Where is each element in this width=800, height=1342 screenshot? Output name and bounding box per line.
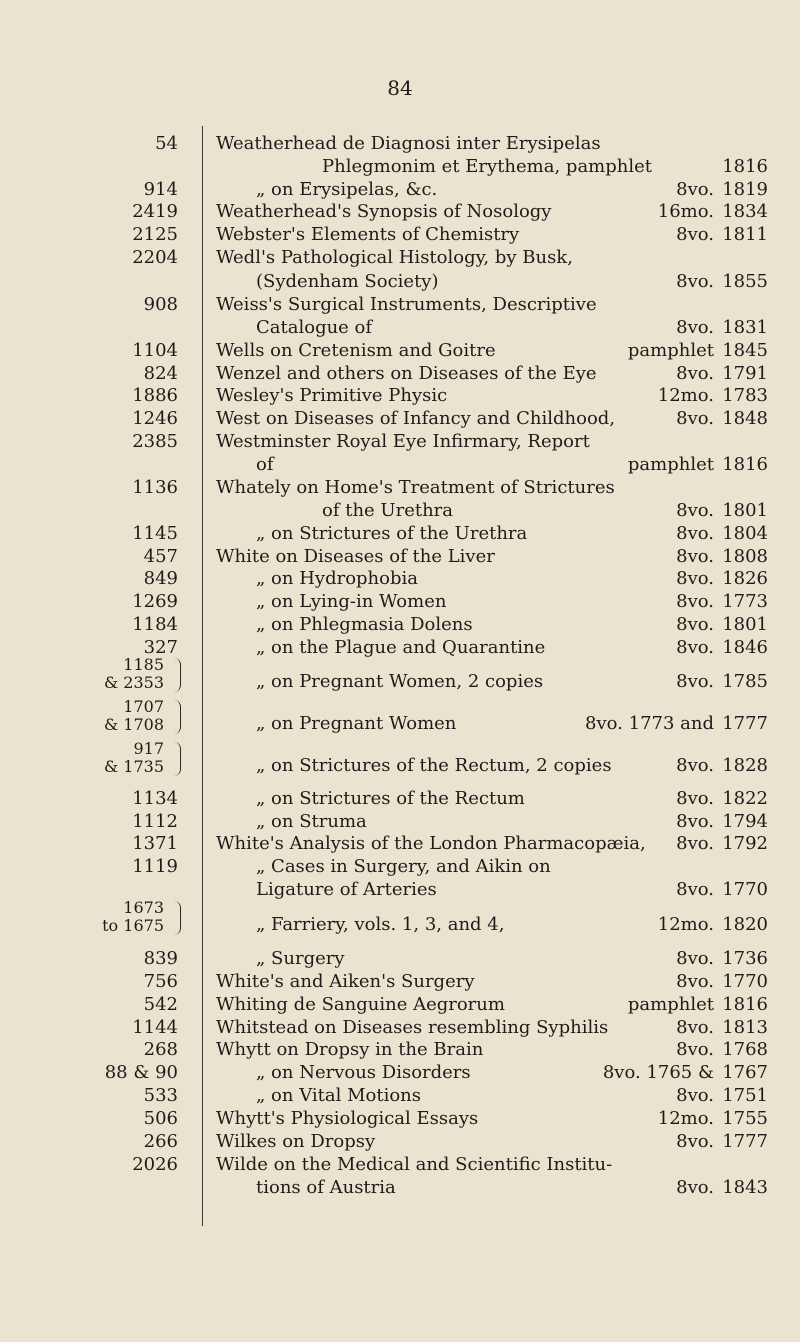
entry-format: 8vo. bbox=[676, 614, 714, 635]
entry-year: 1801 bbox=[722, 500, 768, 521]
entry-format: 8vo. bbox=[676, 546, 714, 567]
catalogue-number: 1119 bbox=[132, 856, 178, 877]
list-item bbox=[0, 223, 800, 247]
entry-title: „ Surgery bbox=[256, 948, 345, 969]
list-item bbox=[0, 655, 800, 694]
entry-format: 8vo. bbox=[676, 408, 714, 429]
entry-title: Wenzel and others on Diseases of the Eye bbox=[216, 363, 597, 384]
entry-title: Westminster Royal Eye Infirmary, Report bbox=[216, 431, 590, 452]
catalogue-number: 1371 bbox=[132, 833, 178, 854]
list-item bbox=[0, 178, 800, 202]
entry-title: „ on Strictures of the Rectum, 2 copies bbox=[256, 755, 612, 776]
entry-year: 1773 bbox=[722, 591, 768, 612]
entry-format: 8vo. 1773 and bbox=[585, 713, 714, 734]
entry-title: Ligature of Arteries bbox=[256, 879, 437, 900]
list-item bbox=[0, 878, 800, 902]
catalogue-number: 1144 bbox=[132, 1017, 178, 1038]
list-item bbox=[0, 567, 800, 591]
list-item bbox=[0, 522, 800, 546]
catalogue-number: 266 bbox=[143, 1131, 178, 1152]
entry-year: 1792 bbox=[722, 833, 768, 854]
entry-title: „ on Vital Motions bbox=[256, 1085, 422, 1106]
entry-year: 1736 bbox=[722, 948, 768, 969]
entry-year: 1831 bbox=[722, 317, 768, 338]
list-item bbox=[0, 1061, 800, 1085]
catalogue-number: 2125 bbox=[132, 224, 178, 245]
entry-title: tions of Austria bbox=[256, 1177, 396, 1198]
entry-title: Wilkes on Dropsy bbox=[216, 1131, 376, 1152]
entry-format: 8vo. bbox=[676, 1177, 714, 1198]
list-item bbox=[0, 1107, 800, 1131]
entry-title: Weatherhead de Diagnosi inter Erysipelas bbox=[216, 133, 601, 154]
entry-year: 1783 bbox=[722, 385, 768, 406]
list-item bbox=[0, 1038, 800, 1062]
entry-title: „ on Nervous Disorders bbox=[256, 1062, 471, 1083]
list-item bbox=[0, 970, 800, 994]
list-item bbox=[0, 613, 800, 637]
entry-year: 1770 bbox=[722, 879, 768, 900]
entry-format: 8vo. bbox=[676, 591, 714, 612]
entry-year: 1822 bbox=[722, 788, 768, 809]
entry-year: 1820 bbox=[722, 914, 768, 935]
entry-year: 1751 bbox=[722, 1085, 768, 1106]
catalogue-number: 542 bbox=[143, 994, 178, 1015]
catalogue-number: 1269 bbox=[132, 591, 178, 612]
entry-year: 1785 bbox=[722, 671, 768, 692]
entry-format: 8vo. bbox=[676, 271, 714, 292]
entry-year: 1808 bbox=[722, 546, 768, 567]
entry-format: 8vo. bbox=[676, 1017, 714, 1038]
entry-format: pamphlet bbox=[627, 454, 714, 475]
list-item bbox=[0, 1084, 800, 1108]
catalogue-number: 1104 bbox=[132, 340, 178, 361]
entry-format: 8vo. bbox=[676, 637, 714, 658]
entry-format: 8vo. bbox=[676, 671, 714, 692]
catalogue-number: 327 bbox=[143, 637, 178, 658]
catalogue-number: 533 bbox=[143, 1085, 178, 1106]
entry-title: „ on Hydrophobia bbox=[256, 568, 418, 589]
entry-format: 8vo. bbox=[676, 811, 714, 832]
list-item bbox=[0, 499, 800, 523]
page-number: 84 bbox=[387, 76, 413, 100]
entry-title: Whately on Home's Treatment of Strictures bbox=[216, 477, 615, 498]
entry-format: 8vo. bbox=[676, 500, 714, 521]
entry-title: Weatherhead's Synopsis of Nosology bbox=[216, 201, 552, 222]
entry-year: 1777 bbox=[722, 713, 768, 734]
entry-title: „ Farriery, vols. 1, 3, and 4, bbox=[256, 914, 505, 935]
entry-year: 1794 bbox=[722, 811, 768, 832]
entry-title: White on Diseases of the Liver bbox=[216, 546, 495, 567]
entry-format: 12mo. bbox=[657, 1108, 714, 1129]
list-item bbox=[0, 200, 800, 224]
list-item bbox=[0, 453, 800, 477]
entry-year: 1816 bbox=[722, 994, 768, 1015]
entry-title: „ on Pregnant Women, 2 copies bbox=[256, 671, 544, 692]
list-item bbox=[0, 362, 800, 386]
list-item bbox=[0, 246, 800, 270]
entry-year: 1804 bbox=[722, 523, 768, 544]
entry-format: pamphlet bbox=[627, 994, 714, 1015]
entry-format: 8vo. bbox=[676, 523, 714, 544]
entry-year: 1855 bbox=[722, 271, 768, 292]
entry-format: 8vo. bbox=[676, 363, 714, 384]
entry-title: „ on Strictures of the Rectum bbox=[256, 788, 525, 809]
entry-title: „ on Erysipelas, &c. bbox=[256, 179, 438, 200]
entry-year: 1816 bbox=[722, 156, 768, 177]
entry-format: 8vo. bbox=[676, 317, 714, 338]
entry-title: Whitstead on Diseases resembling Syphilis bbox=[216, 1017, 609, 1038]
catalogue-number: 1246 bbox=[132, 408, 178, 429]
brace-icon bbox=[174, 658, 181, 692]
entry-title: White's and Aiken's Surgery bbox=[216, 971, 475, 992]
list-item bbox=[0, 1016, 800, 1040]
entry-year: 1755 bbox=[722, 1108, 768, 1129]
catalogue-number-first: 917 bbox=[133, 739, 164, 758]
catalogue-number: 914 bbox=[143, 179, 178, 200]
entry-format: 8vo. bbox=[676, 179, 714, 200]
catalogue-number: 1184 bbox=[132, 614, 178, 635]
entry-year: 1846 bbox=[722, 637, 768, 658]
catalogue-number-first: 1673 bbox=[123, 898, 164, 917]
entry-format: 8vo. bbox=[676, 1039, 714, 1060]
catalogue-number: 2026 bbox=[132, 1154, 178, 1175]
catalogue-number: 2419 bbox=[132, 201, 178, 222]
list-item bbox=[0, 739, 800, 778]
entry-year: 1826 bbox=[722, 568, 768, 589]
catalogue-number: 756 bbox=[143, 971, 178, 992]
catalogue-number: 2385 bbox=[132, 431, 178, 452]
entry-title: Wilde on the Medical and Scientific Institu- bbox=[216, 1154, 613, 1175]
list-item bbox=[0, 898, 800, 937]
catalogue-number: 1145 bbox=[132, 523, 178, 544]
catalogue-number-second: & 2353 bbox=[103, 673, 164, 692]
entry-title: „ on Phlegmasia Dolens bbox=[256, 614, 473, 635]
entry-year: 1848 bbox=[722, 408, 768, 429]
entry-year: 1811 bbox=[722, 224, 768, 245]
entry-title: Weiss's Surgical Instruments, Descriptive bbox=[216, 294, 597, 315]
entry-title: West on Diseases of Infancy and Childhood, bbox=[216, 408, 616, 429]
brace-icon bbox=[174, 700, 181, 734]
entry-format: 12mo. bbox=[657, 914, 714, 935]
brace-icon bbox=[174, 742, 181, 776]
entry-format: 8vo. bbox=[676, 948, 714, 969]
entry-format: 8vo. bbox=[676, 755, 714, 776]
list-item bbox=[0, 316, 800, 340]
entry-title: of bbox=[256, 454, 274, 475]
list-item bbox=[0, 430, 800, 454]
list-item bbox=[0, 384, 800, 408]
list-item bbox=[0, 339, 800, 363]
entry-year: 1816 bbox=[722, 454, 768, 475]
entry-title: „ on Pregnant Women bbox=[256, 713, 457, 734]
catalogue-number: 908 bbox=[143, 294, 178, 315]
entry-title: (Sydenham Society) bbox=[256, 271, 439, 292]
entry-format: 8vo. 1765 & bbox=[602, 1062, 714, 1083]
catalogue-number: 824 bbox=[143, 363, 178, 384]
list-item bbox=[0, 293, 800, 317]
catalogue-number-first: 1707 bbox=[123, 697, 164, 716]
list-item bbox=[0, 855, 800, 879]
entry-title: Wesley's Primitive Physic bbox=[216, 385, 448, 406]
list-item bbox=[0, 270, 800, 294]
entry-format: 8vo. bbox=[676, 879, 714, 900]
entry-format: 12mo. bbox=[657, 385, 714, 406]
list-item bbox=[0, 476, 800, 500]
entry-title: Webster's Elements of Chemistry bbox=[216, 224, 520, 245]
catalogue-number: 54 bbox=[155, 133, 178, 154]
catalogue-number: 2204 bbox=[132, 247, 178, 268]
entry-title: „ Cases in Surgery, and Aikin on bbox=[256, 856, 551, 877]
entry-year: 1801 bbox=[722, 614, 768, 635]
list-item bbox=[0, 407, 800, 431]
list-item bbox=[0, 697, 800, 736]
catalogue-number: 268 bbox=[143, 1039, 178, 1060]
entry-format: 8vo. bbox=[676, 971, 714, 992]
brace-icon bbox=[174, 901, 181, 935]
entry-format: 8vo. bbox=[676, 788, 714, 809]
list-item bbox=[0, 545, 800, 569]
list-item bbox=[0, 155, 800, 179]
list-item bbox=[0, 132, 800, 156]
entry-title: „ on Lying-in Women bbox=[256, 591, 447, 612]
entry-format: pamphlet bbox=[627, 340, 714, 361]
catalogue-number-second: & 1735 bbox=[103, 757, 164, 776]
entry-title: Wedl's Pathological Histology, by Busk, bbox=[216, 247, 573, 268]
catalogue-number: 839 bbox=[143, 948, 178, 969]
entry-format: 8vo. bbox=[676, 833, 714, 854]
list-item bbox=[0, 947, 800, 971]
entry-title: Wells on Cretenism and Goitre bbox=[216, 340, 496, 361]
entry-year: 1819 bbox=[722, 179, 768, 200]
catalogue-number-second: & 1708 bbox=[103, 715, 164, 734]
catalogue-number: 457 bbox=[143, 546, 178, 567]
entry-format: 8vo. bbox=[676, 224, 714, 245]
catalogue-number: 1136 bbox=[132, 477, 178, 498]
entry-format: 16mo. bbox=[657, 201, 714, 222]
catalogue-number: 849 bbox=[143, 568, 178, 589]
entry-title: of the Urethra bbox=[322, 500, 454, 521]
entry-title: Catalogue of bbox=[256, 317, 373, 338]
entry-title: Phlegmonim et Erythema, pamphlet bbox=[322, 156, 653, 177]
entry-title: Whytt's Physiological Essays bbox=[216, 1108, 479, 1129]
list-item bbox=[0, 832, 800, 856]
entry-title: White's Analysis of the London Pharmacopæia, bbox=[216, 833, 646, 854]
catalogue-number: 88 & 90 bbox=[104, 1062, 178, 1083]
entry-year: 1768 bbox=[722, 1039, 768, 1060]
entry-title: „ on Strictures of the Urethra bbox=[256, 523, 528, 544]
catalogue-number: 506 bbox=[143, 1108, 178, 1129]
entry-year: 1834 bbox=[722, 201, 768, 222]
list-item bbox=[0, 636, 800, 660]
entry-year: 1791 bbox=[722, 363, 768, 384]
entry-year: 1767 bbox=[722, 1062, 768, 1083]
list-item bbox=[0, 1176, 800, 1200]
catalogue-number: 1886 bbox=[132, 385, 178, 406]
entry-title: Whytt on Dropsy in the Brain bbox=[216, 1039, 484, 1060]
entry-year: 1845 bbox=[722, 340, 768, 361]
entry-format: 8vo. bbox=[676, 568, 714, 589]
catalogue-number: 1134 bbox=[132, 788, 178, 809]
catalogue-number-first: 1185 bbox=[123, 655, 164, 674]
entry-title: „ on Struma bbox=[256, 811, 367, 832]
entry-format: 8vo. bbox=[676, 1085, 714, 1106]
entry-title: „ on the Plague and Quarantine bbox=[256, 637, 546, 658]
catalogue-number-second: to 1675 bbox=[102, 916, 164, 935]
entry-year: 1777 bbox=[722, 1131, 768, 1152]
entry-year: 1770 bbox=[722, 971, 768, 992]
entry-year: 1843 bbox=[722, 1177, 768, 1198]
list-item bbox=[0, 993, 800, 1017]
list-item bbox=[0, 590, 800, 614]
catalogue-number: 1112 bbox=[132, 811, 178, 832]
entry-format: 8vo. bbox=[676, 1131, 714, 1152]
list-item bbox=[0, 787, 800, 811]
list-item bbox=[0, 1153, 800, 1177]
list-item bbox=[0, 810, 800, 834]
entry-title: Whiting de Sanguine Aegrorum bbox=[216, 994, 505, 1015]
list-item bbox=[0, 1130, 800, 1154]
entry-year: 1828 bbox=[722, 755, 768, 776]
entry-year: 1813 bbox=[722, 1017, 768, 1038]
